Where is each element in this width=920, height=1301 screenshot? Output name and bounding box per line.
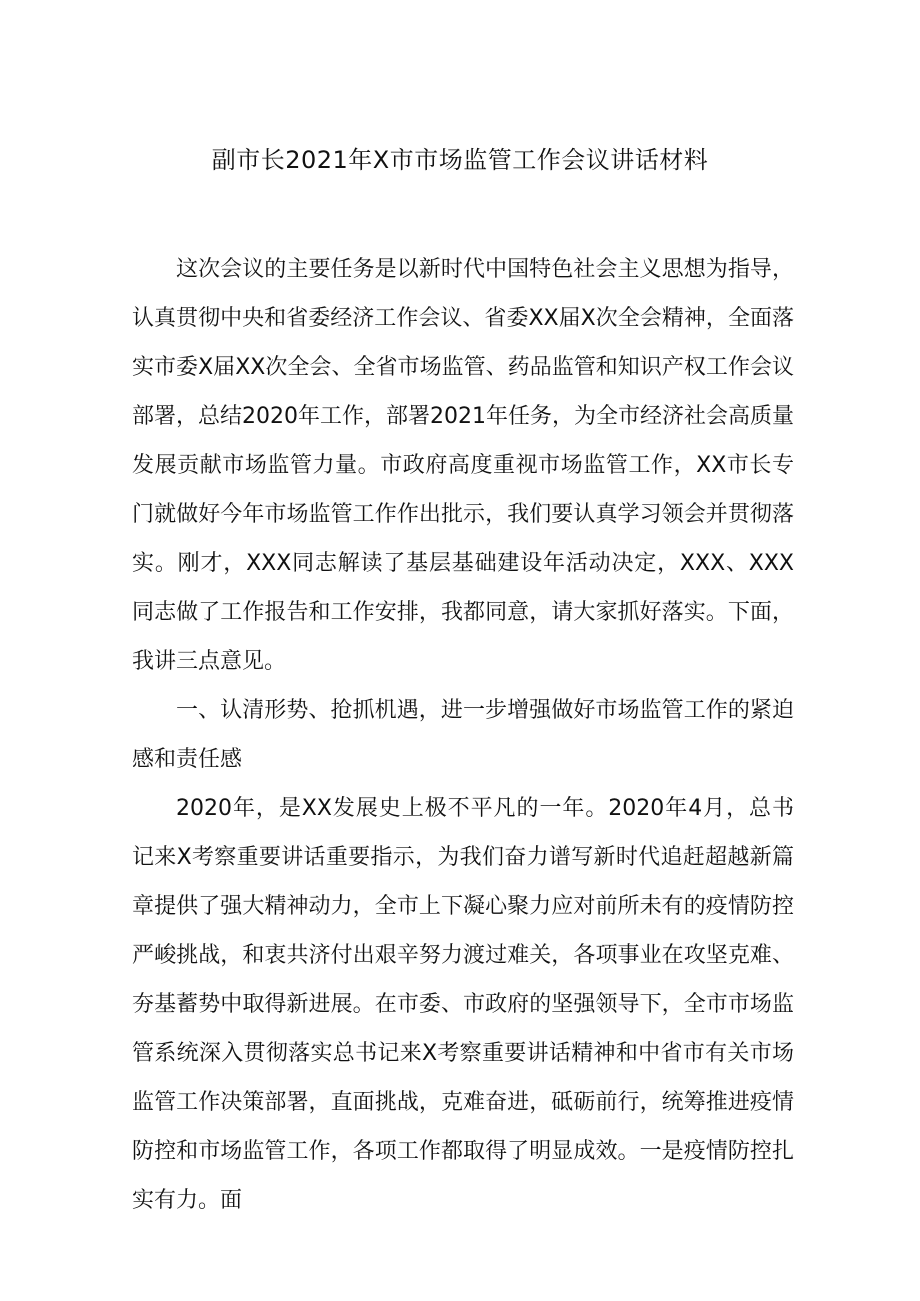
document-body bbox=[132, 245, 794, 1225]
paragraph-review-2020: 2020年，是XX发展史上极不平凡的一年。2020年4月，总书记来X考察重要讲话重要指示，为我们奋力谱写新时代追赶超越新篇章提供了强大精神动力，全市上下凝心聚力应对前所未有的疫情防控严峻挑战，和衷共济付出艰辛努力渡过难关，各项事业在攻坚克难、夯基蓄势中取得新进展。在市委、市政府的坚强领导下，全市市场监管系统深入贯彻落实总书记来X考察重要讲话精神和中省市有关市场监管工作决策部署，直面挑战，克难奋进，砥砺前行，统筹推进疫情防控和市场监管工作，各项工作都取得了明显成效。一是疫情防控扎实有力。面 bbox=[132, 796, 794, 1213]
document-title: 副市长2021年X市市场监管工作会议讲话材料 bbox=[211, 146, 709, 174]
paragraph-intro: 这次会议的主要任务是以新时代中国特色社会主义思想为指导，认真贯彻中央和省委经济工作会议、省委XX届X次全会精神，全面落实市委X届XX次全会、全省市场监管、药品监管和知识产权工作会议部署，总结2020年工作，部署2021年任务，为全市经济社会高质量发展贡献市场监管力量。市政府高度重视市场监管工作，XX市长专门就做好今年市场监管工作作出批示，我们要认真学习领会并贯彻落实。刚才，XXX同志解读了基层基础建设年活动决定，XXX、XXX同志做了工作报告和工作安排，我都同意，请大家抓好落实。下面，我讲三点意见。 bbox=[132, 257, 794, 674]
paragraph-section-heading: 一、认清形势、抢抓机遇，进一步增强做好市场监管工作的紧迫感和责任感 bbox=[132, 698, 794, 772]
